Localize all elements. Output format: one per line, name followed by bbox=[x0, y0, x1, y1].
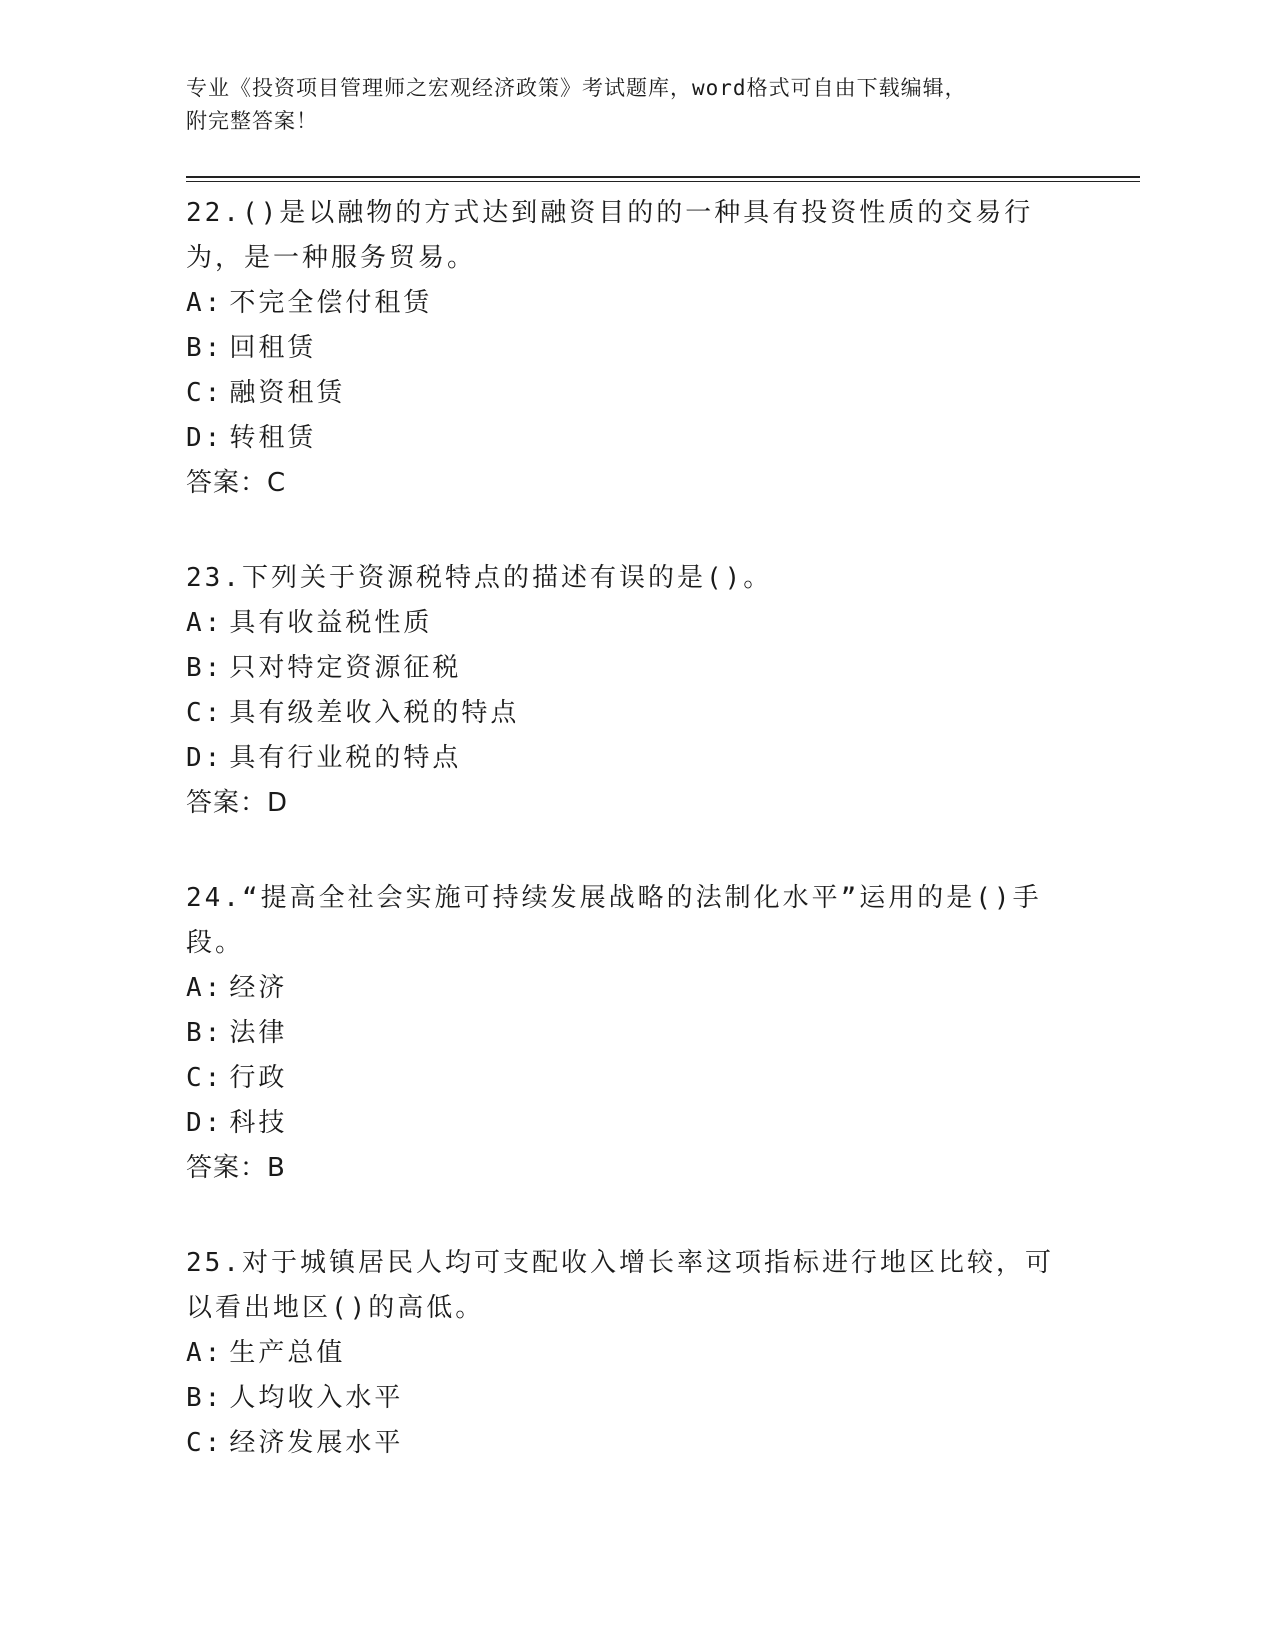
question-block bbox=[186, 876, 1066, 1191]
option-key: A: bbox=[186, 288, 224, 318]
question-block bbox=[186, 191, 1066, 506]
header-divider-thick bbox=[186, 176, 1140, 178]
answer-option bbox=[186, 1101, 1066, 1146]
answer-option bbox=[186, 326, 1066, 371]
option-key: A: bbox=[186, 1338, 224, 1368]
answer-line: 答案：C bbox=[186, 468, 287, 498]
answer-option bbox=[186, 646, 1066, 691]
option-key: B: bbox=[186, 333, 224, 363]
answer-option bbox=[186, 416, 1066, 461]
question-stem: 25.对于城镇居民人均可支配收入增长率这项指标进行地区比较，可以看出地区()的高低。 bbox=[186, 1248, 1054, 1323]
option-key: C: bbox=[186, 1063, 224, 1093]
option-text: 转租赁 bbox=[229, 423, 317, 453]
question-stem: 22.()是以融物的方式达到融资目的的一种具有投资性质的交易行为，是一种服务贸易。 bbox=[186, 198, 1034, 273]
option-key: C: bbox=[186, 378, 224, 408]
answer-option bbox=[186, 1056, 1066, 1101]
option-key: D: bbox=[186, 743, 224, 773]
answer-option bbox=[186, 736, 1066, 781]
option-key: C: bbox=[186, 1428, 224, 1458]
option-text: 科技 bbox=[229, 1108, 288, 1138]
option-key: B: bbox=[186, 1018, 224, 1048]
option-text: 法律 bbox=[229, 1018, 288, 1048]
option-text: 只对特定资源征税 bbox=[229, 653, 462, 683]
option-text: 经济发展水平 bbox=[229, 1428, 404, 1458]
header-divider-thin bbox=[186, 181, 1140, 182]
answer-option bbox=[186, 691, 1066, 736]
option-text: 具有级差收入税的特点 bbox=[229, 698, 520, 728]
option-text: 不完全偿付租赁 bbox=[229, 288, 433, 318]
header-line-2: 附完整答案！ bbox=[186, 109, 318, 133]
document-header bbox=[186, 72, 1066, 138]
answer-option bbox=[186, 1421, 1066, 1466]
answer-option bbox=[186, 601, 1066, 646]
answer-option bbox=[186, 966, 1066, 1011]
option-text: 具有行业税的特点 bbox=[229, 743, 462, 773]
answer-line: 答案：D bbox=[186, 788, 289, 818]
option-key: A: bbox=[186, 973, 224, 1003]
question-block bbox=[186, 1241, 1066, 1466]
question-block bbox=[186, 556, 1066, 826]
header-line-1: 专业《投资项目管理师之宏观经济政策》考试题库，word格式可自由下载编辑， bbox=[186, 76, 967, 100]
option-text: 生产总值 bbox=[229, 1338, 346, 1368]
option-key: D: bbox=[186, 1108, 224, 1138]
option-key: B: bbox=[186, 653, 224, 683]
option-text: 经济 bbox=[229, 973, 288, 1003]
answer-option bbox=[186, 1376, 1066, 1421]
answer-option bbox=[186, 1011, 1066, 1056]
question-stem: 23.下列关于资源税特点的描述有误的是()。 bbox=[186, 563, 773, 593]
option-key: D: bbox=[186, 423, 224, 453]
answer-option bbox=[186, 1331, 1066, 1376]
question-stem: 24.“提高全社会实施可持续发展战略的法制化水平”运用的是()手段。 bbox=[186, 883, 1042, 958]
option-key: C: bbox=[186, 698, 224, 728]
answer-option bbox=[186, 371, 1066, 416]
option-key: A: bbox=[186, 608, 224, 638]
option-key: B: bbox=[186, 1383, 224, 1413]
answer-line: 答案：B bbox=[186, 1153, 286, 1183]
option-text: 融资租赁 bbox=[229, 378, 346, 408]
option-text: 具有收益税性质 bbox=[229, 608, 433, 638]
question-list bbox=[186, 191, 1066, 1516]
answer-option bbox=[186, 281, 1066, 326]
option-text: 行政 bbox=[229, 1063, 288, 1093]
option-text: 回租赁 bbox=[229, 333, 317, 363]
option-text: 人均收入水平 bbox=[229, 1383, 404, 1413]
